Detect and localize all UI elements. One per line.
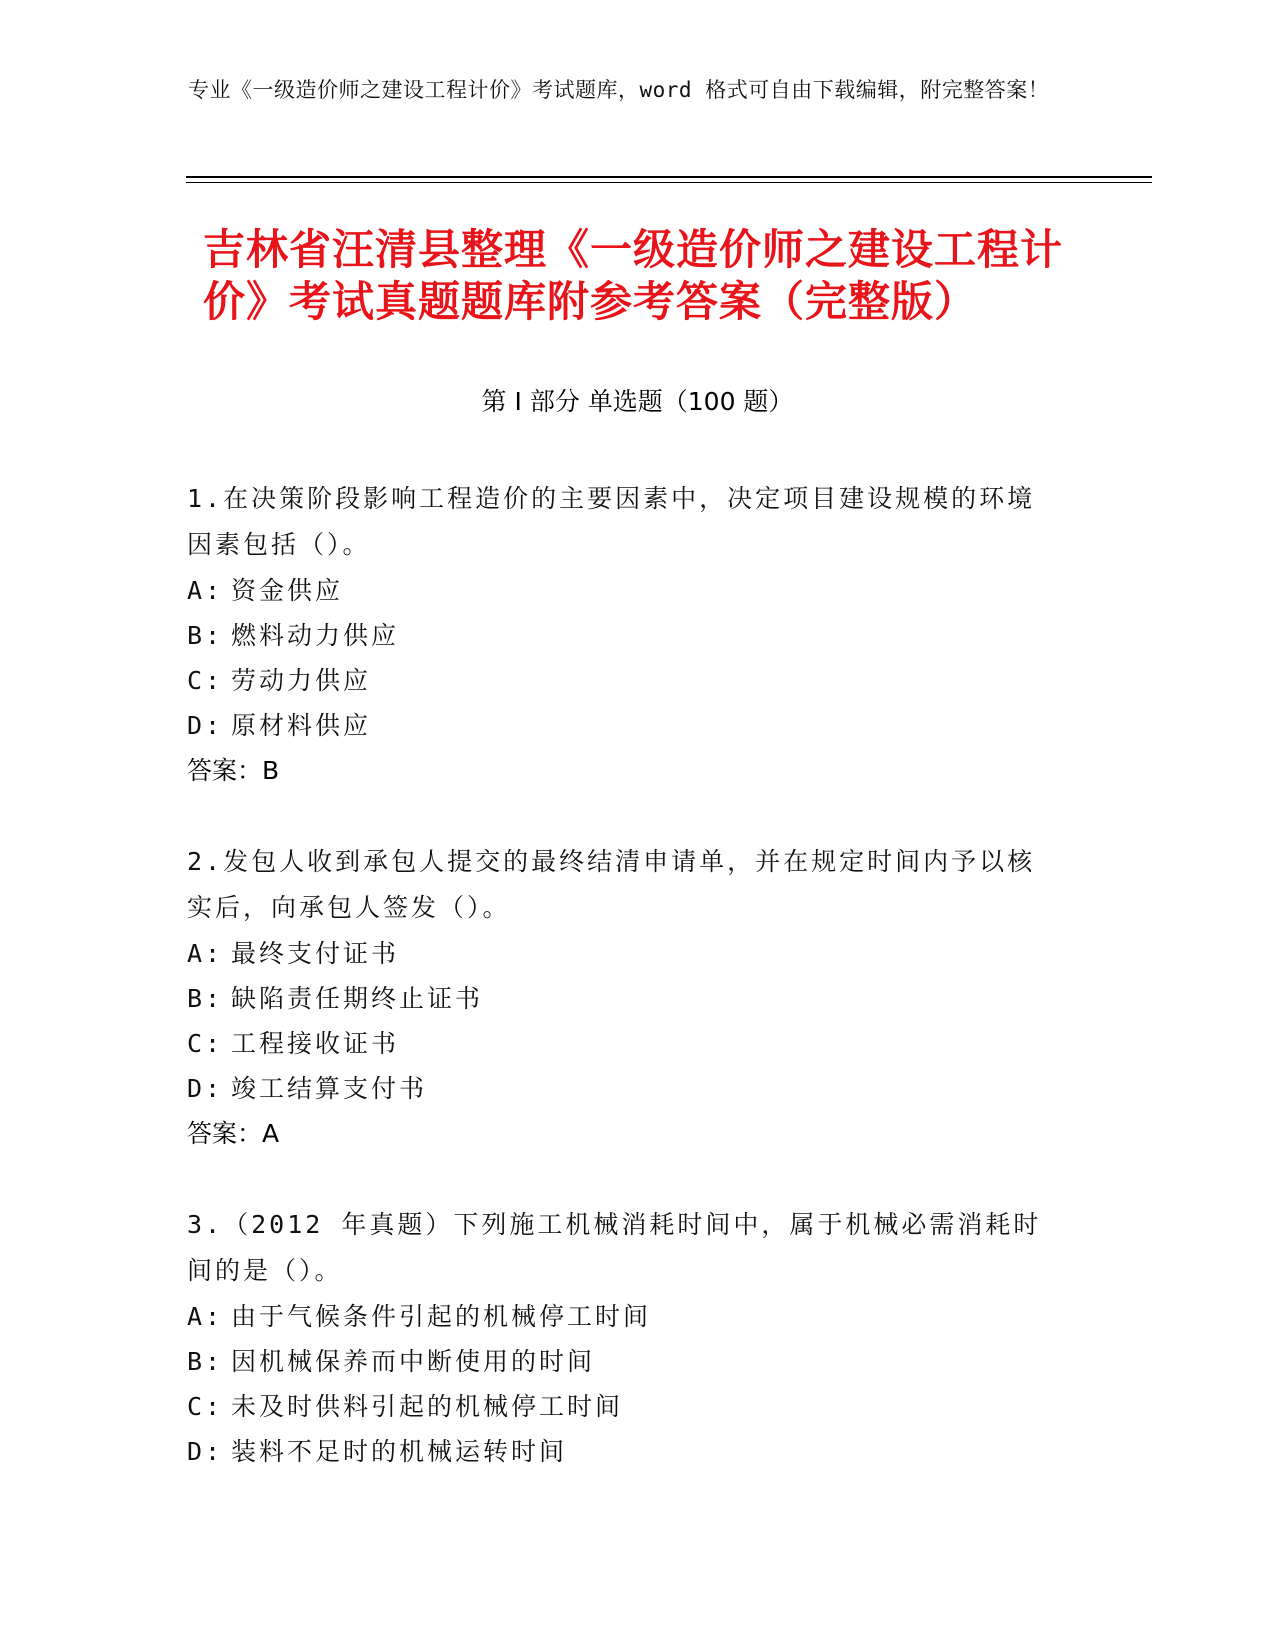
option-text: 由于气候条件引起的机械停工时间 xyxy=(231,1302,652,1331)
question-2 xyxy=(187,839,1057,1157)
option-key: A: xyxy=(187,939,224,968)
option-c xyxy=(187,1384,1057,1429)
document-title: 吉林省汪清县整理《一级造价师之建设工程计价》考试真题题库附参考答案（完整版） xyxy=(203,225,1064,326)
question-3 xyxy=(187,1202,1057,1474)
option-text: 因机械保养而中断使用的时间 xyxy=(231,1347,596,1376)
option-key: B: xyxy=(187,1347,224,1376)
option-c xyxy=(187,1021,1057,1066)
answer: 答案：B xyxy=(187,756,280,785)
option-text: 装料不足时的机械运转时间 xyxy=(231,1437,568,1466)
option-a xyxy=(187,931,1057,976)
option-b xyxy=(187,976,1057,1021)
section-title: 第 I 部分 单选题（100 题） xyxy=(481,387,794,416)
option-d xyxy=(187,1066,1057,1111)
option-key: D: xyxy=(187,1074,224,1103)
option-key: D: xyxy=(187,1437,224,1466)
option-key: C: xyxy=(187,1029,224,1058)
option-text: 资金供应 xyxy=(231,576,344,605)
question-1 xyxy=(187,476,1057,794)
option-a xyxy=(187,568,1057,613)
question-stem: 3.（2012 年真题）下列施工机械消耗时间中，属于机械必需消耗时间的是（）。 xyxy=(187,1210,1042,1285)
option-text: 竣工结算支付书 xyxy=(231,1074,428,1103)
option-key: D: xyxy=(187,711,224,740)
option-a xyxy=(187,1294,1057,1339)
option-text: 最终支付证书 xyxy=(231,939,400,968)
option-text: 燃料动力供应 xyxy=(231,621,400,650)
option-key: B: xyxy=(187,621,224,650)
header-divider-thin xyxy=(186,182,1152,183)
option-b xyxy=(187,613,1057,658)
option-text: 劳动力供应 xyxy=(231,666,372,695)
option-key: A: xyxy=(187,576,224,605)
option-key: B: xyxy=(187,984,224,1013)
option-c xyxy=(187,658,1057,703)
question-stem: 1.在决策阶段影响工程造价的主要因素中，决定项目建设规模的环境因素包括（）。 xyxy=(187,484,1036,559)
answer: 答案：A xyxy=(187,1119,280,1148)
header-note: 专业《一级造价师之建设工程计价》考试题库，word 格式可自由下载编辑，附完整答案！ xyxy=(188,78,1050,102)
question-stem: 2.发包人收到承包人提交的最终结清申请单，并在规定时间内予以核实后，向承包人签发（）。 xyxy=(187,847,1036,922)
option-text: 缺陷责任期终止证书 xyxy=(231,984,484,1013)
option-text: 工程接收证书 xyxy=(231,1029,400,1058)
option-key: C: xyxy=(187,1392,224,1421)
option-b xyxy=(187,1339,1057,1384)
option-d xyxy=(187,703,1057,748)
option-text: 未及时供料引起的机械停工时间 xyxy=(231,1392,624,1421)
option-text: 原材料供应 xyxy=(231,711,372,740)
option-key: A: xyxy=(187,1302,224,1331)
option-d xyxy=(187,1429,1057,1474)
header-divider-thick xyxy=(186,176,1152,178)
option-key: C: xyxy=(187,666,224,695)
